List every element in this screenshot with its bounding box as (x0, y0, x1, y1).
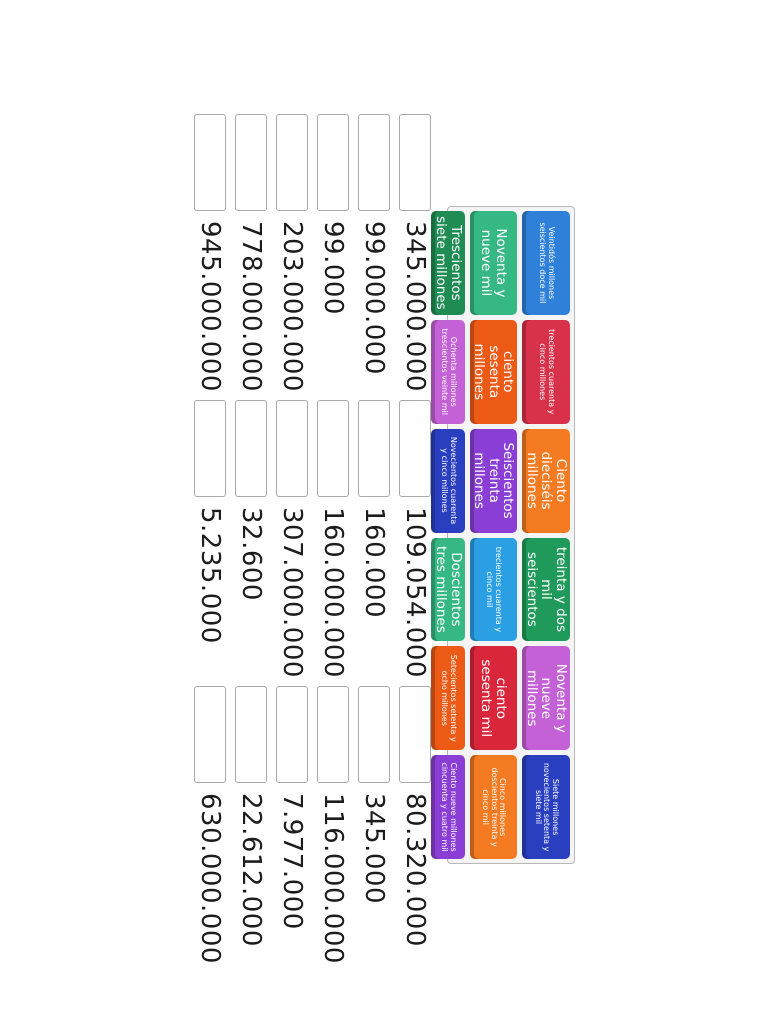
answer-row (235, 114, 267, 392)
number-value: 99.000 (318, 221, 348, 315)
answer-tile[interactable]: Trescientos siete millones (431, 211, 464, 315)
answer-tile[interactable]: treinta y dos mil seiscientos (522, 538, 570, 642)
number-value: 32.600 (236, 507, 266, 601)
answer-row (276, 686, 308, 930)
answer-row (235, 400, 267, 601)
answer-tiles-panel (432, 206, 575, 864)
number-value: 99.000.000 (359, 221, 389, 375)
answer-row (276, 400, 308, 678)
answer-row (358, 686, 390, 904)
answer-row (194, 400, 226, 644)
drop-slot[interactable] (194, 400, 226, 497)
answer-tile[interactable]: Ciento dieciséis millones (522, 429, 570, 533)
answer-tile[interactable]: Seiscientos treinta millones (470, 429, 518, 533)
answer-tile[interactable]: Novecientos cuarenta y cinco millones (431, 429, 464, 533)
number-value: 345.000 (359, 793, 389, 905)
answer-row (194, 686, 226, 964)
answer-row (317, 686, 349, 964)
drop-slot[interactable] (358, 114, 390, 211)
drop-slot[interactable] (194, 686, 226, 783)
number-value: 945.000.000 (195, 221, 225, 392)
answer-row (399, 400, 431, 678)
answer-tile[interactable]: ciento sesenta millones (470, 320, 518, 424)
drop-slot[interactable] (235, 400, 267, 497)
number-value: 116.000.000 (318, 793, 348, 964)
drop-slot[interactable] (399, 114, 431, 211)
drop-slot[interactable] (399, 686, 431, 783)
answer-row (235, 686, 267, 947)
number-value: 109.054.000 (400, 507, 430, 678)
drop-slot[interactable] (276, 686, 308, 783)
answer-row (399, 114, 431, 392)
answer-row (194, 114, 226, 392)
number-value: 203.000.000 (277, 221, 307, 392)
answer-tile[interactable]: trecientos cuarenta y cinco millones (522, 320, 570, 424)
drop-slot[interactable] (235, 114, 267, 211)
answer-tile[interactable]: ciento sesenta mil (470, 646, 518, 750)
drop-slot[interactable] (358, 686, 390, 783)
answer-tile[interactable]: Ochenta millones trescientos veinte mil (431, 320, 464, 424)
drop-slot[interactable] (235, 686, 267, 783)
number-value: 307.000.000 (277, 507, 307, 678)
answer-tile[interactable]: Veintidós millones seiscientos doce mil (522, 211, 570, 315)
answer-row (317, 400, 349, 678)
answer-tile[interactable]: Noventa y nueve millones (522, 646, 570, 750)
drop-slot[interactable] (399, 400, 431, 497)
number-value: 778.000.000 (236, 221, 266, 392)
drop-slot[interactable] (317, 114, 349, 211)
answer-row (276, 114, 308, 392)
answer-row (358, 400, 390, 618)
number-value: 7.977.000 (277, 793, 307, 930)
number-value: 345.000.000 (400, 221, 430, 392)
number-value: 80.320.000 (400, 793, 430, 947)
answer-tile[interactable]: Siete millones novecientos setenta y siete mil (522, 755, 570, 859)
answer-tile[interactable]: Setecientos setenta y ocho millones (431, 646, 464, 750)
number-value: 22.612.000 (236, 793, 266, 947)
answer-tile[interactable]: trecientos cuarenta y cinco mil (470, 538, 518, 642)
drop-slot[interactable] (276, 114, 308, 211)
answer-row (399, 686, 431, 947)
number-value: 630.000.000 (195, 793, 225, 964)
answer-tile[interactable]: Noventa y nueve mil (470, 211, 518, 315)
drop-slot[interactable] (276, 400, 308, 497)
answer-tile[interactable]: Cinco millones doscientos treinta y cinco mil (470, 755, 518, 859)
number-value: 160.000 (359, 507, 389, 619)
answer-row (317, 114, 349, 315)
number-value: 160.000.000 (318, 507, 348, 678)
answer-tile[interactable]: Ciento nueve millones cincuenta y cuatro mil (431, 755, 464, 859)
drop-slot[interactable] (317, 686, 349, 783)
drop-slot[interactable] (317, 400, 349, 497)
number-value: 5.235.000 (195, 507, 225, 644)
drop-slot[interactable] (358, 400, 390, 497)
drop-slot[interactable] (194, 114, 226, 211)
answer-row (358, 114, 390, 375)
answer-tile[interactable]: Doscientos tres millones (431, 538, 464, 642)
